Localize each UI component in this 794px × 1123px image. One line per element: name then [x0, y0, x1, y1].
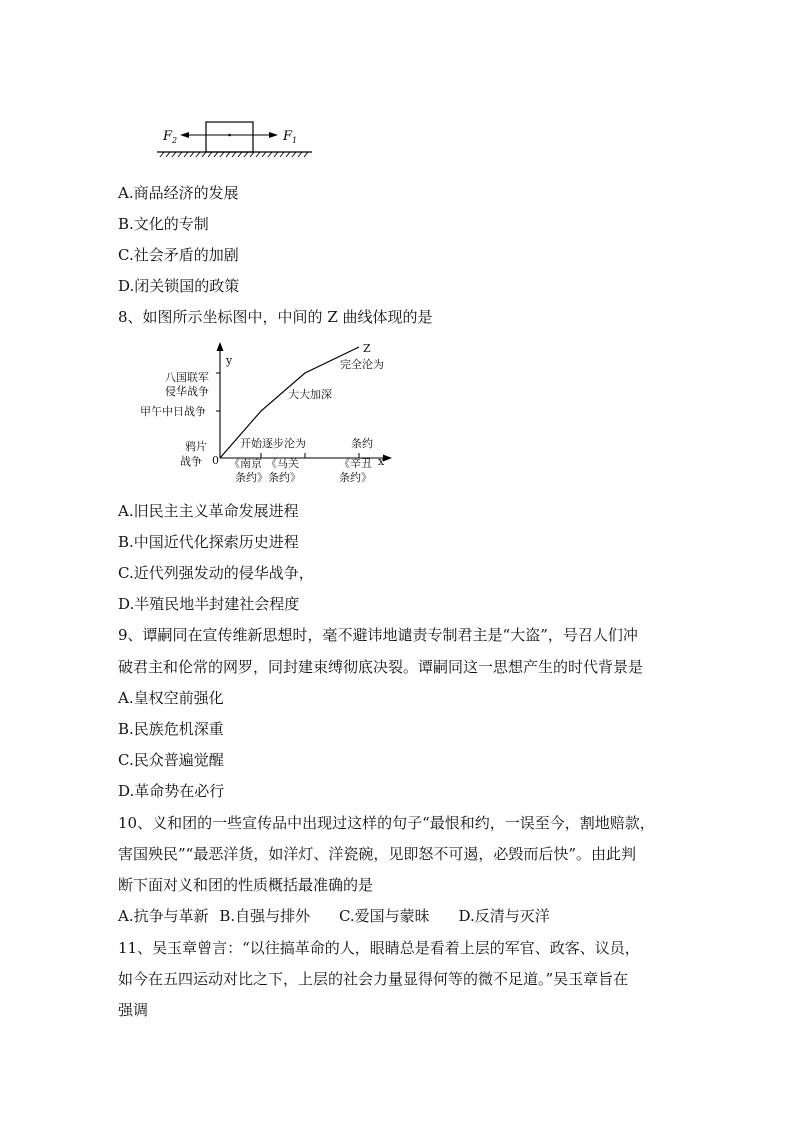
- q7-option-c[interactable]: C.社会矛盾的加剧: [118, 246, 239, 264]
- x-label-maguan-2: 条约》: [268, 471, 301, 484]
- q9-stem-line-1: 9、谭嗣同在宣传维新思想时，毫不避讳地谴责专制君主是“大盗”，号召人们冲: [118, 626, 638, 644]
- f1-label: $F_1$: [283, 129, 298, 145]
- q8-stem: 8、如图所示坐标图中，中间的 Z 曲线体现的是: [118, 308, 433, 326]
- x-label-xinchou-2: 条约》: [339, 471, 372, 484]
- y-label-opium: 鸦片: [185, 440, 207, 453]
- q9-option-d[interactable]: D.革命势在必行: [118, 782, 225, 800]
- y-label-sino-japanese: 甲午中日战争: [140, 405, 206, 418]
- curve-label: Z: [363, 342, 371, 355]
- q9-option-c[interactable]: C.民众普遍觉醒: [118, 751, 224, 769]
- y-label-boxer: 八国联军: [165, 371, 209, 384]
- f2-label: $F_2$: [163, 129, 178, 145]
- block: [206, 122, 253, 152]
- q9-option-a[interactable]: A.皇权空前强化: [118, 689, 224, 707]
- y-label-boxer-2: 侵华战争: [165, 385, 209, 398]
- q10-options: [118, 906, 550, 926]
- q8-option-b[interactable]: B.中国近代化探索历史进程: [118, 533, 299, 551]
- q8-option-d[interactable]: D.半殖民地半封建社会程度: [118, 595, 300, 613]
- q10-option-c[interactable]: C.爱国与蒙昧: [338, 907, 430, 925]
- x-axis-label: x: [378, 455, 385, 468]
- stage-complete: 完全沦为: [340, 358, 384, 371]
- q7-option-a[interactable]: A.商品经济的发展: [118, 184, 239, 202]
- q9-option-b[interactable]: B.民族危机深重: [118, 720, 224, 738]
- q8-graph: [0, 335, 794, 485]
- origin-label: 0: [212, 454, 219, 467]
- y-axis-label: y: [226, 354, 233, 367]
- q10-option-d[interactable]: D.反清与灭洋: [458, 907, 550, 925]
- q10-stem-line-3: 断下面对义和团的性质概括最准确的是: [118, 876, 374, 894]
- stage-deepen: 大大加深: [288, 388, 332, 401]
- stage-start: 开始逐步沦为: [240, 437, 306, 450]
- q9-stem-line-2: 破君主和伦常的网罗，同封建束缚彻底决裂。谭嗣同这一思想产生的时代背景是: [118, 658, 644, 676]
- treaty-suffix: 条约: [351, 437, 373, 450]
- q10-stem-line-2: 害国殃民”“最恶洋货，如洋灯、洋瓷碗，见即怒不可遏，必毁而后快”。由此判: [118, 845, 637, 863]
- x-label-xinchou: 《辛丑: [339, 457, 372, 470]
- q11-stem-line-2: 如今在五四运动对比之下，上层的社会力量显得何等的微不足道。”吴玉章旨在: [118, 970, 629, 988]
- q8-option-c[interactable]: C.近代列强发动的侵华战争，: [118, 564, 314, 582]
- q8-option-a[interactable]: A.旧民主主义革命发展进程: [118, 502, 299, 520]
- x-label-nanjing: 《南京: [229, 457, 262, 470]
- q10-option-b[interactable]: B.自强与排外: [219, 907, 311, 925]
- y-label-opium-2: 战争: [180, 455, 202, 468]
- q10-option-a[interactable]: A.抗争与革新: [118, 907, 209, 925]
- q7-option-b[interactable]: B.文化的专制: [118, 215, 209, 233]
- q11-stem-line-3: 强调: [118, 1001, 149, 1019]
- x-label-nanjing-2: 条约》: [235, 471, 268, 484]
- q11-stem-line-1: 11、吴玉章曾言：“以往搞革命的人，眼睛总是看着上层的军官、政客、议员，: [118, 939, 640, 957]
- q10-stem-line-1: 10、义和团的一些宣传品中出现过这样的句子“最恨和约，一误至今，割地赔款，: [118, 814, 655, 832]
- q7-option-d[interactable]: D.闭关锁国的政策: [118, 277, 240, 295]
- x-label-maguan: 《马关: [266, 457, 299, 470]
